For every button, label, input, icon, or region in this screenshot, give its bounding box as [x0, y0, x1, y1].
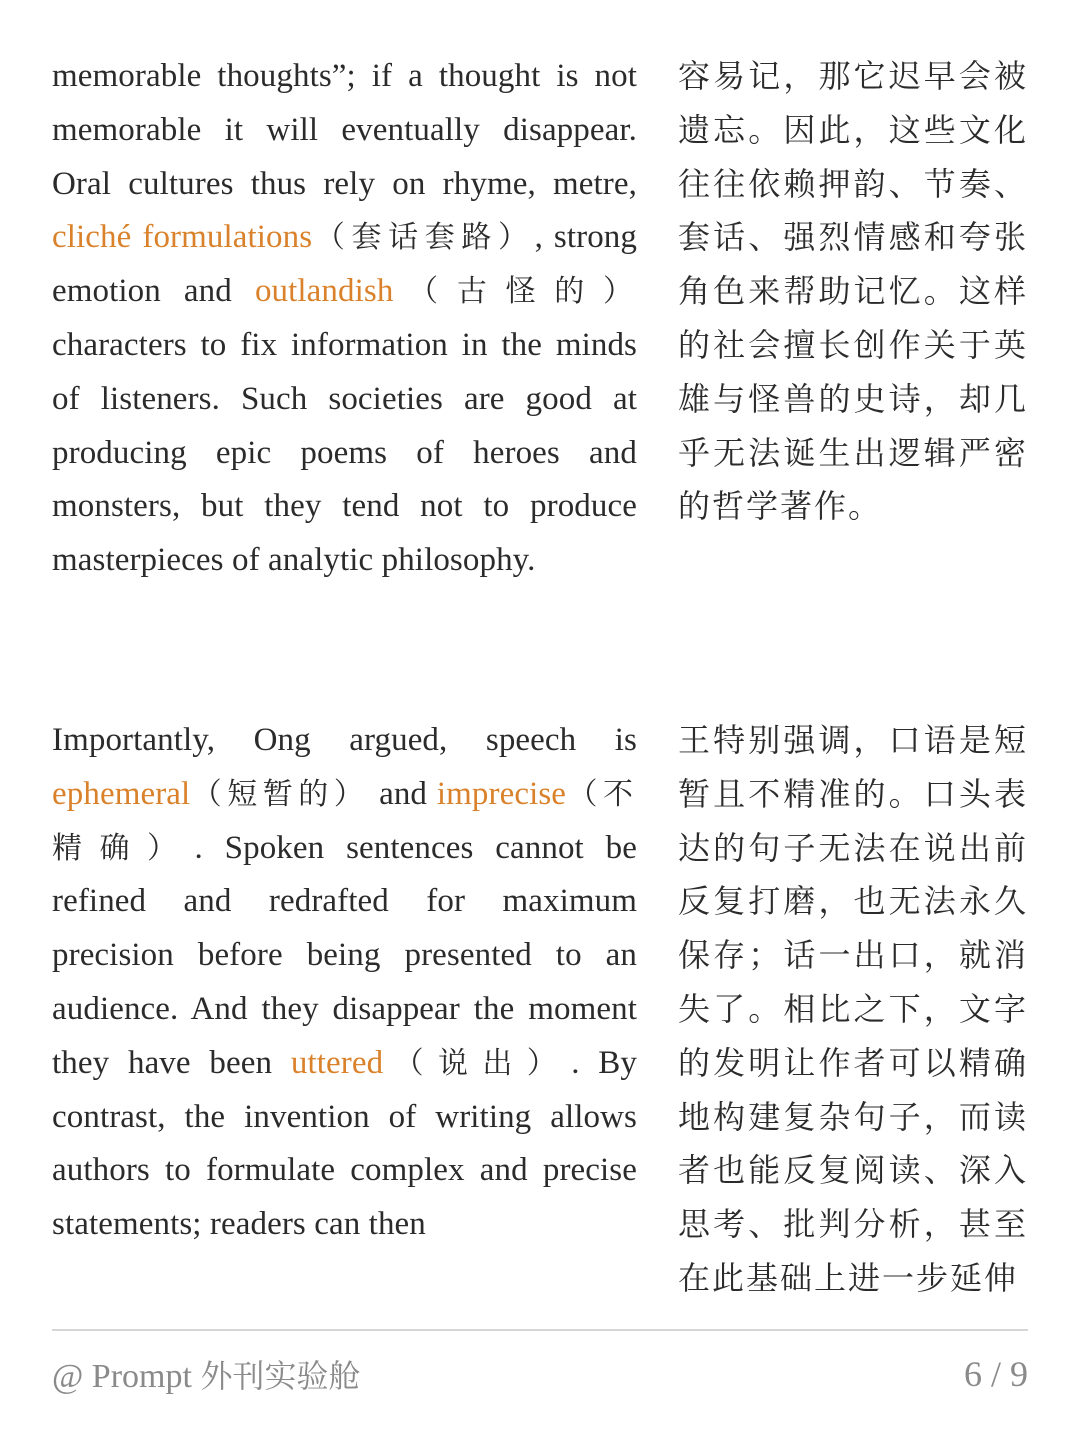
- highlighted-term-ephemeral: ephemeral: [52, 775, 191, 812]
- page-indicator: [964, 1353, 1028, 1395]
- term-gloss: （古怪的）: [393, 274, 638, 310]
- paragraph-block-1: [52, 50, 1028, 588]
- text-segment: . Spoken sentences cannot be refined and redrafted for maximum precision before being presented to an audience. And they disappear the moment they have been: [52, 829, 637, 1081]
- highlighted-term-imprecise: imprecise: [436, 775, 567, 812]
- page-separator: /: [981, 1354, 1010, 1394]
- page-total: 9: [1010, 1354, 1028, 1394]
- handle-prefix: @ Prompt: [52, 1358, 201, 1395]
- highlighted-term-cliche-formulations: cliché formulations: [52, 219, 313, 256]
- text-segment: characters to fix information in the minds of listeners. Such societies are good at producing epic poems of heroes and monsters, but they tend not to produce masterpieces of analytic philosophy.: [52, 326, 637, 579]
- text-segment: Importantly, Ong argued, speech is: [52, 722, 637, 758]
- paragraph-block-2: [52, 714, 1028, 1306]
- text-segment: memorable thoughts”; if a thought is not memorable it will eventually disappear. Oral cultures thus rely on rhyme, metre,: [52, 58, 637, 202]
- term-gloss: （不精确）: [52, 776, 638, 866]
- text-segment: . By contrast, the invention of writing allows authors to formulate complex and precise statements; readers can then: [52, 1044, 637, 1243]
- account-handle: [52, 1351, 360, 1397]
- footer: [52, 1344, 1028, 1404]
- chinese-translation-1: 容易记，那它迟早会被遗忘。因此，这些文化往往依赖押韵、节奏、套话、强烈情感和夸张角色来帮助记忆。这样的社会擅长创作关于英雄与怪兽的史诗，却几乎无法诞生出逻辑严密的哲学著作。: [678, 57, 1028, 526]
- term-gloss: （套话套路）: [312, 220, 535, 256]
- text-segment: , strong emotion and: [52, 219, 638, 310]
- handle-name: 外刊实验舱: [200, 1357, 361, 1395]
- highlighted-term-uttered: uttered: [290, 1044, 384, 1081]
- page-current: 6: [963, 1354, 982, 1394]
- footer-divider: [52, 1329, 1028, 1331]
- term-gloss: （说出）: [383, 1045, 572, 1081]
- highlighted-term-outlandish: outlandish: [254, 273, 394, 310]
- chinese-translation-2: 王特别强调，口语是短暂且不精准的。口头表达的句子无法在说出前反复打磨，也无法永久保存；话一出口，就消失了。相比之下，文字的发明让作者可以精确地构建复杂句子，而读者也能反复阅读、深入思考、批判分析，甚至在此基础上进一步延伸: [678, 721, 1028, 1297]
- english-paragraph-1: [52, 50, 637, 588]
- text-segment: and: [369, 775, 437, 812]
- term-gloss: （短暂的）: [190, 776, 370, 812]
- english-paragraph-2: [52, 714, 637, 1306]
